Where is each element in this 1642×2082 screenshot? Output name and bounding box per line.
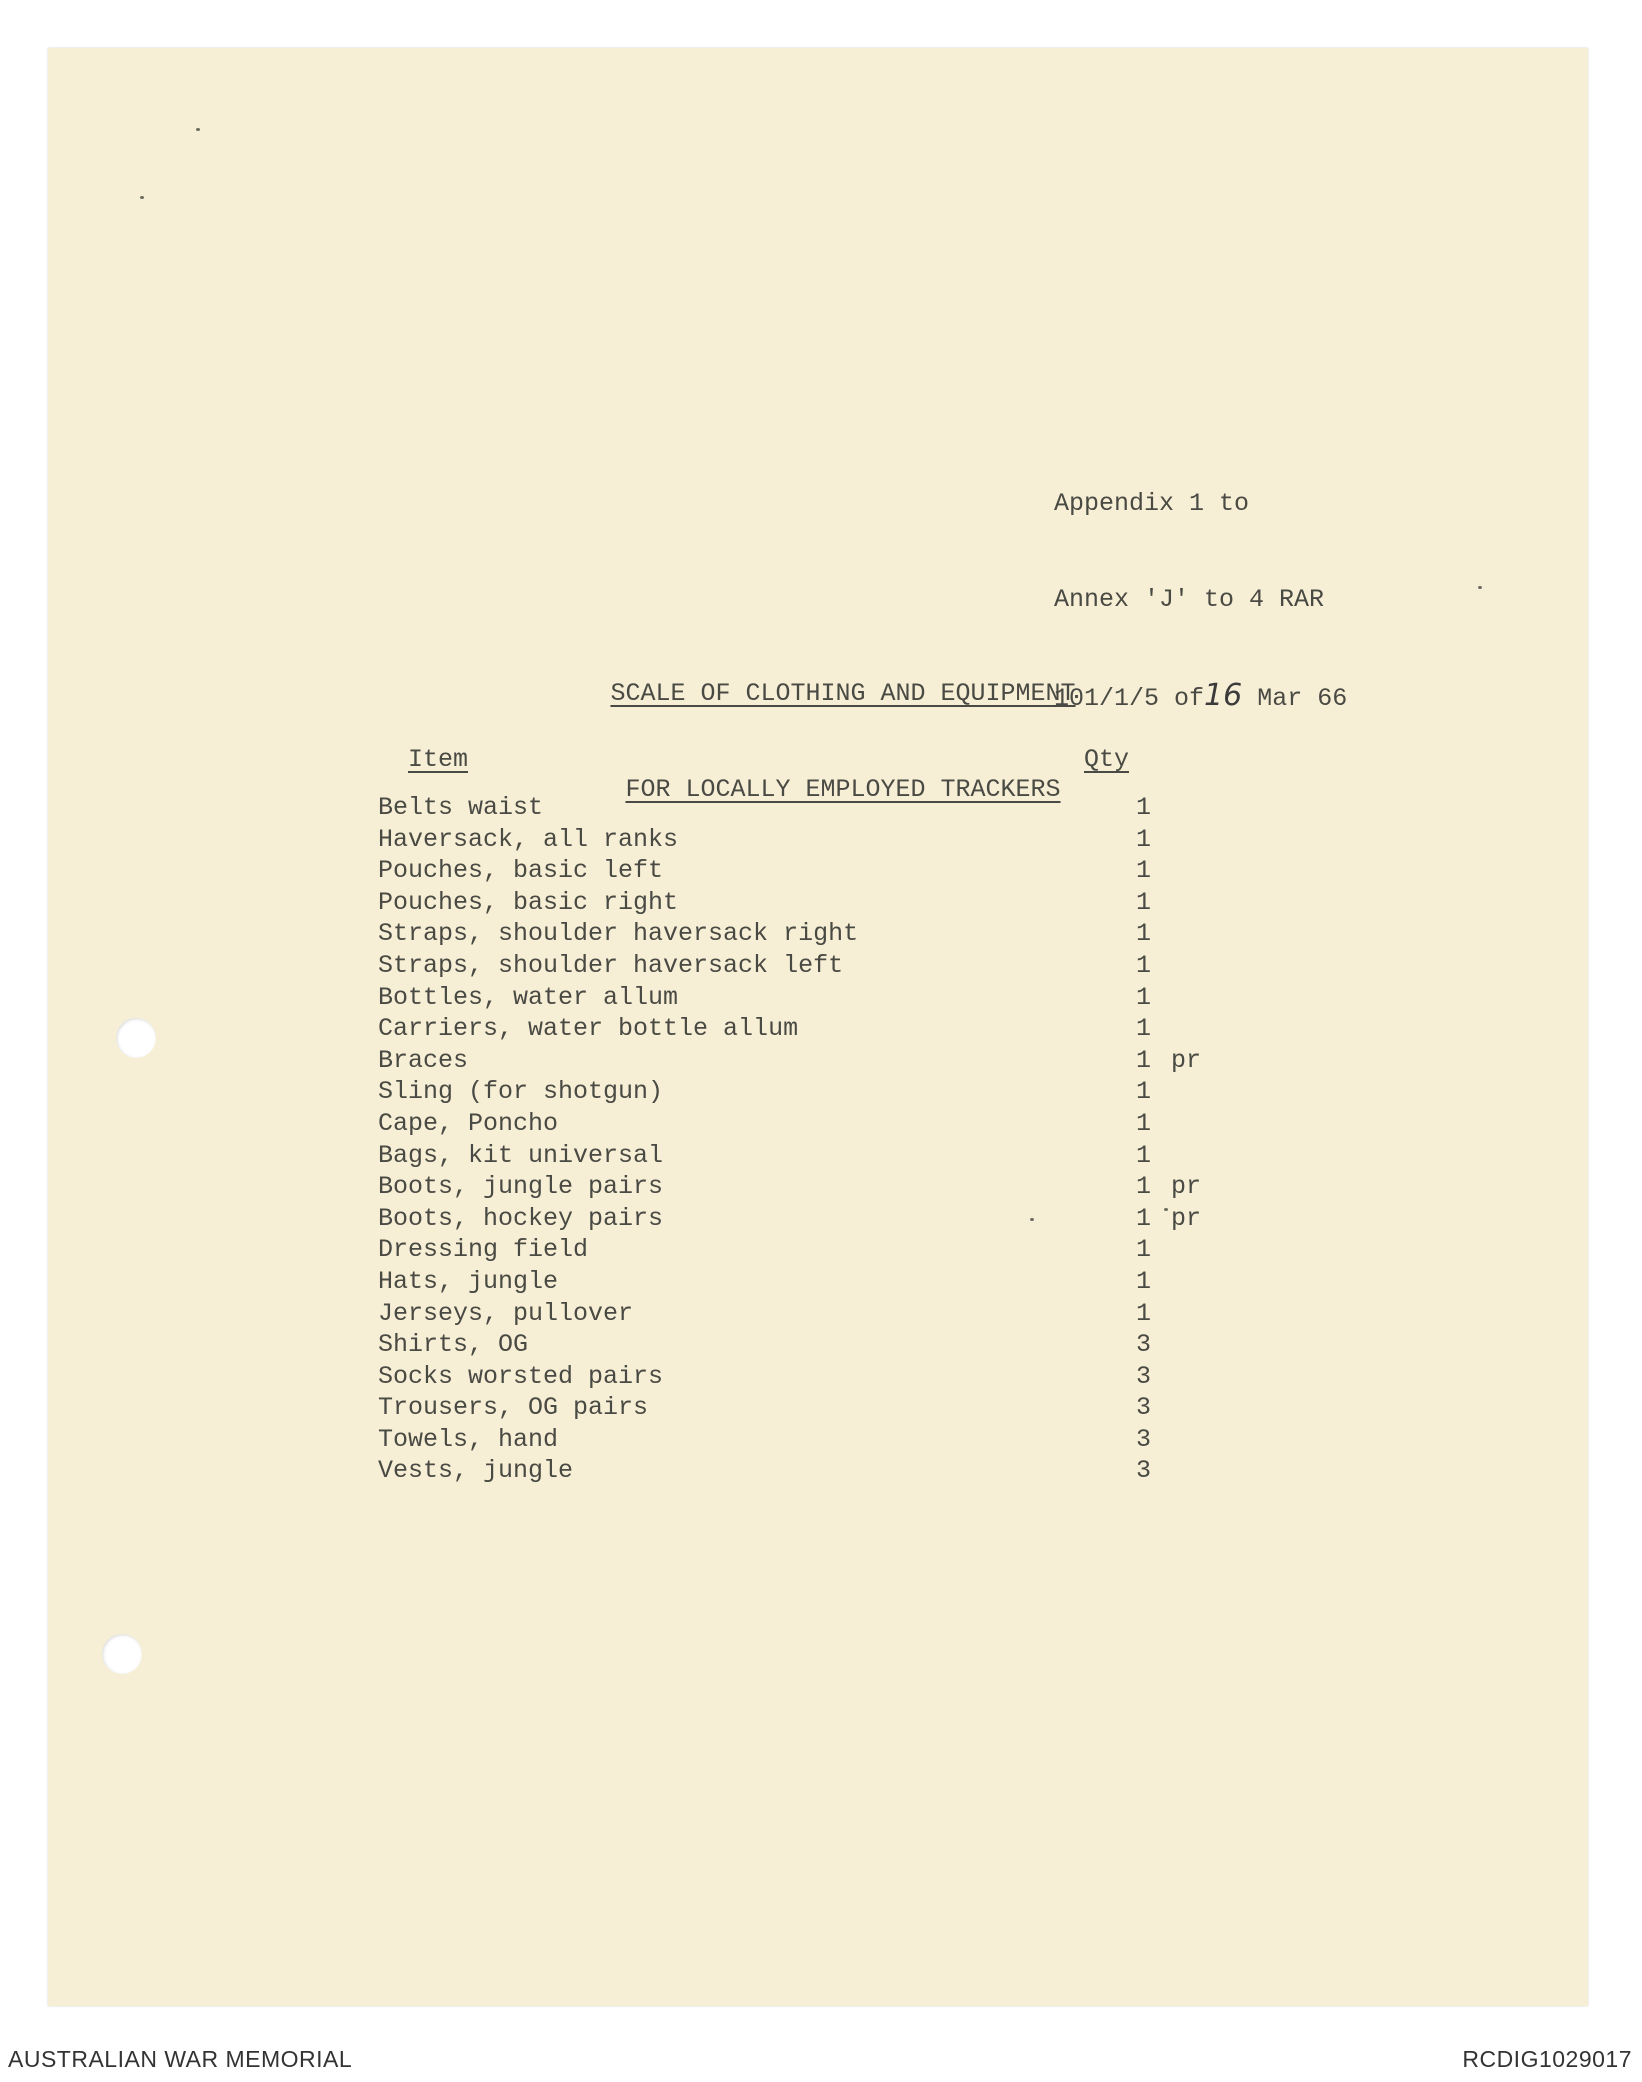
item-qty: 1 <box>1136 1172 1152 1202</box>
item-qty: 1 <box>1136 1298 1152 1328</box>
reference-block <box>1054 424 1347 776</box>
item-qty: 1 <box>1136 1077 1152 1107</box>
item-name: Vests, jungle <box>378 1456 574 1486</box>
reference-line-1: Appendix 1 to <box>1054 489 1250 518</box>
table-row <box>378 1424 1201 1456</box>
item-qty: 3 <box>1136 1361 1152 1391</box>
item-list <box>378 792 1201 1487</box>
reference-month-year: Mar 66 <box>1257 684 1348 713</box>
table-row <box>378 824 1201 856</box>
table-row <box>378 1361 1201 1393</box>
table-row <box>378 1203 1201 1235</box>
reference-line-2: Annex 'J' to 4 RAR <box>1054 585 1325 614</box>
item-qty: 1 <box>1136 1045 1152 1075</box>
item-name: Straps, shoulder haversack right <box>378 919 859 949</box>
item-name: Straps, shoulder haversack left <box>378 950 844 980</box>
item-name: Cape, Poncho <box>378 1108 559 1138</box>
item-name: Dressing field <box>378 1235 589 1265</box>
item-name: Boots, hockey pairs <box>378 1203 664 1233</box>
title-line-1: SCALE OF CLOTHING AND EQUIPMENT <box>610 679 1076 708</box>
item-name: Boots, jungle pairs <box>378 1172 664 1202</box>
item-name: Hats, jungle <box>378 1266 559 1296</box>
item-name: Bottles, water allum <box>378 982 679 1012</box>
table-row <box>378 1108 1201 1140</box>
item-qty: 1 <box>1136 950 1152 980</box>
table-row <box>378 855 1201 887</box>
table-row <box>378 1455 1201 1487</box>
paper-speck <box>196 128 200 131</box>
item-qty: 1 <box>1136 919 1152 949</box>
item-qty: 1 <box>1136 824 1152 854</box>
item-qty: 1 <box>1136 1203 1152 1233</box>
reference-number: 101/1/5 of <box>1054 684 1205 713</box>
item-qty: 1 <box>1136 887 1152 917</box>
item-qty: 1 <box>1136 1235 1152 1265</box>
item-name: Towels, hand <box>378 1424 559 1454</box>
item-qty: 1 <box>1136 982 1152 1012</box>
item-qty: 3 <box>1136 1456 1152 1486</box>
item-name: Haversack, all ranks <box>378 824 679 854</box>
table-row <box>378 982 1201 1014</box>
item-qty: 1 <box>1136 1108 1152 1138</box>
item-qty: 1 <box>1136 793 1152 822</box>
item-qty: 3 <box>1136 1330 1152 1360</box>
item-unit: pr <box>1171 1045 1202 1075</box>
item-qty: 3 <box>1136 1393 1152 1423</box>
table-row <box>378 1013 1201 1045</box>
table-row <box>378 887 1201 919</box>
item-name: Shirts, OG <box>378 1330 529 1360</box>
item-name: Carriers, water bottle allum <box>378 1014 799 1044</box>
item-name: Pouches, basic right <box>378 887 679 917</box>
table-row <box>378 1266 1201 1298</box>
table-row <box>378 792 1201 824</box>
paper-sheet <box>48 48 1588 2006</box>
table-row <box>378 1234 1201 1266</box>
table-row <box>378 1076 1201 1108</box>
item-name: Socks worsted pairs <box>378 1361 664 1391</box>
item-qty: 1 <box>1136 1266 1152 1296</box>
reference-line-3 <box>1054 680 1347 712</box>
column-header-item: Item <box>408 745 469 774</box>
table-row <box>378 1045 1201 1077</box>
item-name: Jerseys, pullover <box>378 1298 634 1328</box>
item-qty: 1 <box>1136 1140 1152 1170</box>
item-qty: 3 <box>1136 1424 1152 1454</box>
footer-record-id: RCDIG1029017 <box>1462 2046 1632 2072</box>
item-name: Trousers, OG pairs <box>378 1393 649 1423</box>
table-row <box>378 950 1201 982</box>
item-name: Sling (for shotgun) <box>378 1077 664 1107</box>
punch-hole-lower <box>102 1634 142 1674</box>
title-line-2: FOR LOCALLY EMPLOYED TRACKERS <box>625 775 1061 804</box>
item-unit: pr <box>1171 1172 1202 1202</box>
punch-hole-upper <box>116 1018 156 1058</box>
table-row <box>378 1329 1201 1361</box>
paper-speck <box>140 196 144 199</box>
table-row <box>378 1140 1201 1172</box>
column-header-qty: Qty <box>1084 745 1130 774</box>
table-row <box>378 918 1201 950</box>
item-name: Bags, kit universal <box>378 1140 664 1170</box>
item-name: Braces <box>378 1045 469 1075</box>
handwritten-day: 16 <box>1204 678 1243 713</box>
table-row <box>378 1298 1201 1330</box>
item-qty: 1 <box>1136 1014 1152 1044</box>
paper-speck <box>1478 586 1482 589</box>
item-unit: pr <box>1171 1203 1202 1233</box>
item-name: Belts waist <box>378 793 544 822</box>
footer-institution: AUSTRALIAN WAR MEMORIAL <box>8 2046 353 2072</box>
item-qty: 1 <box>1136 856 1152 886</box>
table-row <box>378 1392 1201 1424</box>
item-name: Pouches, basic left <box>378 856 664 886</box>
table-row <box>378 1171 1201 1203</box>
